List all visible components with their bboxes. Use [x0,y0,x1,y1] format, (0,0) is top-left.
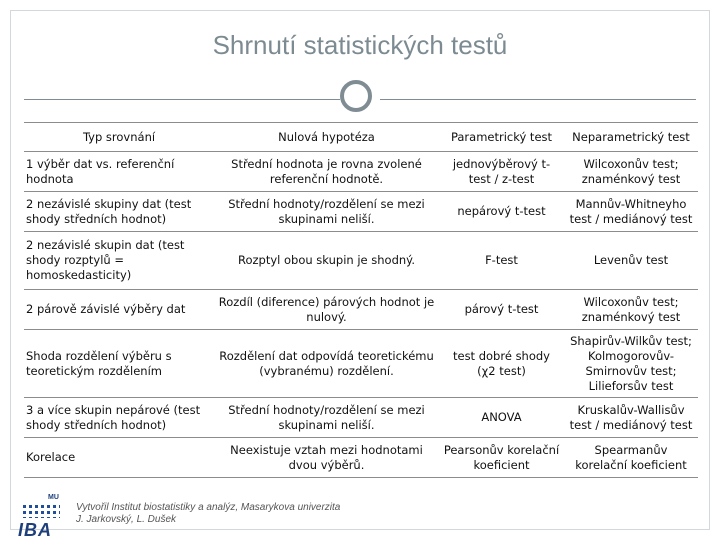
cell-comparison: Shoda rozdělení výběru s teoretickým rozdělením [24,330,214,398]
tests-table [24,122,698,478]
table-header-row [24,123,698,152]
cell-nonparametric: Levenův test [564,232,698,290]
header-comparison-type: Typ srovnání [24,123,214,152]
cell-comparison: 3 a více skupin nepárové (test shody středních hodnot) [24,398,214,438]
cell-parametric: ANOVA [439,398,564,438]
table-row [24,438,698,478]
cell-comparison: 2 párově závislé výběry dat [24,290,214,330]
table-row [24,330,698,398]
cell-parametric: F-test [439,232,564,290]
mu-logo-text: MU [48,494,59,501]
table-row [24,152,698,192]
cell-comparison: 2 nezávislé skupin dat (test shody rozptylů = homoskedasticity) [24,232,214,290]
cell-nonparametric: Wilcoxonův test; znaménkový test [564,290,698,330]
header-parametric-test: Parametrický test [439,123,564,152]
logo-grid-icon [20,502,60,518]
cell-parametric: test dobré shody (χ2 test) [439,330,564,398]
cell-parametric: jednovýběrový t-test / z-test [439,152,564,192]
cell-nonparametric: Spearmanův korelační koeficient [564,438,698,478]
credit-text [76,502,340,526]
iba-logo-text: IBA [18,520,52,540]
cell-hypothesis: Rozptyl obou skupin je shodný. [214,232,439,290]
cell-hypothesis: Rozdíl (diference) párových hodnot je nulový. [214,290,439,330]
cell-nonparametric: Wilcoxonův test; znaménkový test [564,152,698,192]
cell-hypothesis: Rozdělení dat odpovídá teoretickému (vybranému) rozdělení. [214,330,439,398]
table-row [24,290,698,330]
circle-ornament [340,80,372,112]
slide-title: Shrnutí statistických testů [212,30,508,60]
cell-parametric: Pearsonův korelační koeficient [439,438,564,478]
cell-hypothesis: Střední hodnoty/rozdělení se mezi skupinami neliší. [214,398,439,438]
cell-hypothesis: Střední hodnota je rovna zvolené referenční hodnotě. [214,152,439,192]
cell-parametric: nepárový t-test [439,192,564,232]
table-row [24,192,698,232]
header-nonparametric-test: Neparametrický test [564,123,698,152]
iba-logo [14,494,66,540]
divider-right [380,99,696,100]
credit-line-1: Vytvořil Institut biostatistiky a analýz, Masarykova univerzita [76,502,341,513]
credit-line-2: J. Jarkovský, L. Dušek [76,514,177,525]
cell-hypothesis: Střední hodnoty/rozdělení se mezi skupinami neliší. [214,192,439,232]
table-row [24,398,698,438]
table-row [24,232,698,290]
header-null-hypothesis: Nulová hypotéza [214,123,439,152]
cell-nonparametric: Kruskalův-Wallisův test / mediánový test [564,398,698,438]
cell-comparison: Korelace [24,438,214,478]
cell-nonparametric: Mannův-Whitneyho test / mediánový test [564,192,698,232]
footer [10,492,710,540]
cell-parametric: párový t-test [439,290,564,330]
cell-hypothesis: Neexistuje vztah mezi hodnotami dvou výběrů. [214,438,439,478]
cell-nonparametric: Shapirův-Wilkův test; Kolmogorovův-Smirnovův test; Lilieforsův test [564,330,698,398]
divider-left [24,99,340,100]
cell-comparison: 2 nezávislé skupiny dat (test shody středních hodnot) [24,192,214,232]
cell-comparison: 1 výběr dat vs. referenční hodnota [24,152,214,192]
